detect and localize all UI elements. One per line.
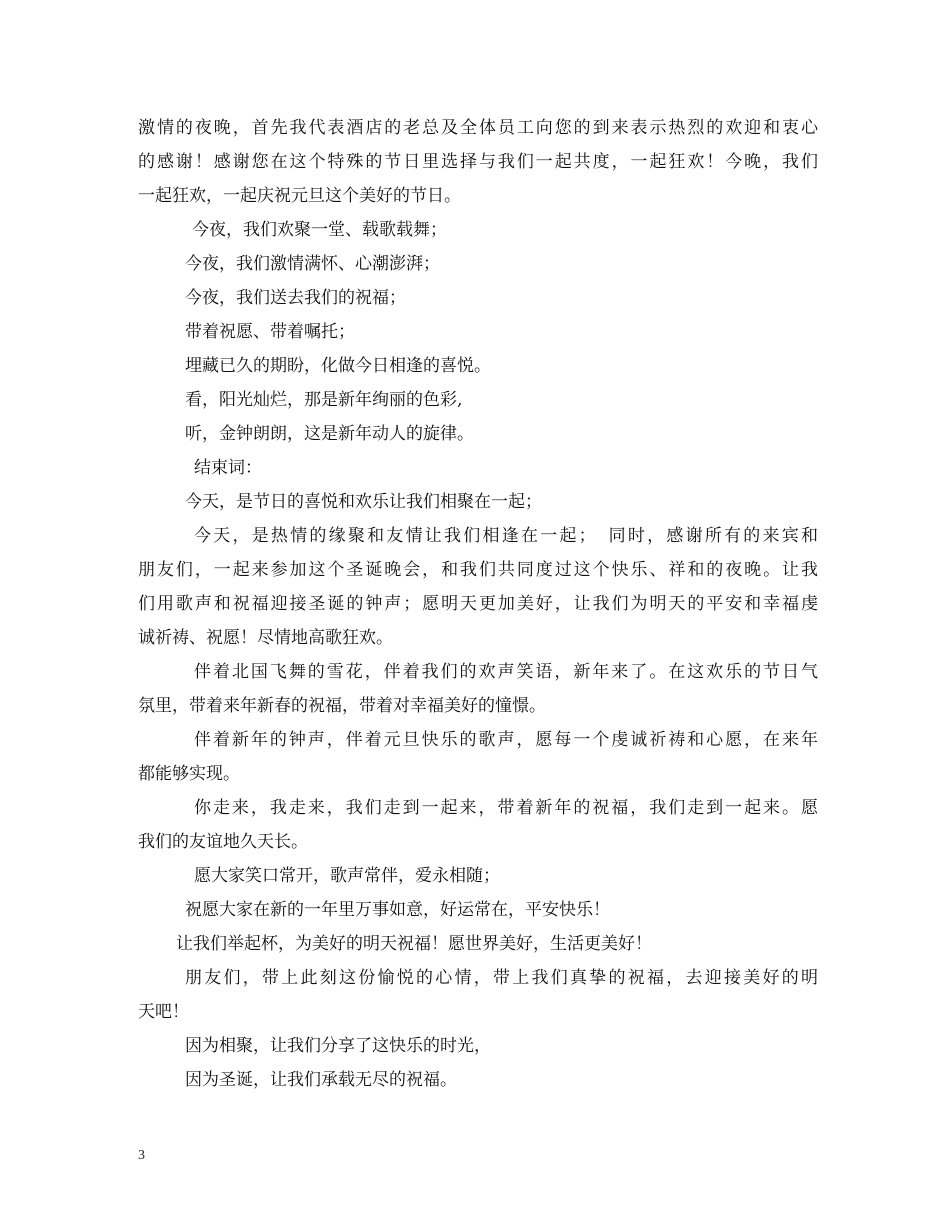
text-line: 都能够实现。: [138, 764, 240, 784]
text-line: 朋友们，一起来参加这个圣诞晚会，和我们共同度过这个快乐、祥和的夜晚。让我: [138, 560, 818, 580]
text-line: 的感谢！感谢您在这个特殊的节日里选择与我们一起共度，一起狂欢！今晚，我们: [138, 152, 818, 172]
text-line: 看，阳光灿烂，那是新年绚丽的色彩,: [185, 390, 463, 410]
text-line: 今夜，我们送去我们的祝福；: [185, 288, 406, 308]
text-line: 今夜，我们激情满怀、心潮澎湃；: [185, 254, 440, 274]
text-line: 我们的友谊地久天长。: [138, 832, 308, 852]
text-line: 朋友们，带上此刻这份愉悦的心情，带上我们真挚的祝福，去迎接美好的明: [185, 968, 818, 988]
text-line: 天吧！: [138, 1002, 189, 1022]
text-line: 伴着北国飞舞的雪花，伴着我们的欢声笑语，新年来了。在这欢乐的节日气: [194, 662, 818, 682]
text-line: 因为圣诞，让我们承载无尽的祝福。: [185, 1070, 457, 1090]
text-line: 一起狂欢，一起庆祝元旦这个美好的节日。: [138, 186, 461, 206]
text-line: 因为相聚，让我们分享了这快乐的时光，: [185, 1036, 491, 1056]
text-line: 今天，是热情的缘聚和友情让我们相逢在一起； 同时，感谢所有的来宾和: [194, 526, 818, 546]
text-line: 结束词：: [194, 458, 262, 478]
text-line: 带着祝愿、带着嘱托；: [185, 322, 355, 342]
text-line: 听，金钟朗朗，这是新年动人的旋律。: [185, 424, 474, 444]
text-line: 今夜，我们欢聚一堂、载歌载舞；: [192, 220, 447, 240]
text-line: 今天，是节日的喜悦和欢乐让我们相聚在一起；: [185, 492, 542, 512]
text-line: 让我们举起杯，为美好的明天祝福！愿世界美好，生活更美好！: [176, 934, 652, 954]
body-text: [138, 111, 818, 1097]
text-line: 伴着新年的钟声，伴着元旦快乐的歌声，愿每一个虔诚祈祷和心愿，在来年: [194, 730, 818, 750]
text-line: 氛里，带着来年新春的祝福，带着对幸福美好的憧憬。: [138, 696, 546, 716]
text-line: 诚祈祷、祝愿！尽情地高歌狂欢。: [138, 628, 393, 648]
text-line: 们用歌声和祝福迎接圣诞的钟声；愿明天更加美好，让我们为明天的平安和幸福虔: [138, 594, 818, 614]
text-line: 激情的夜晚，首先我代表酒店的老总及全体员工向您的到来表示热烈的欢迎和衷心: [138, 118, 818, 138]
text-line: 你走来，我走来，我们走到一起来，带着新年的祝福，我们走到一起来。愿: [194, 798, 818, 818]
text-line: 愿大家笑口常开，歌声常伴，爱永相随；: [194, 866, 500, 886]
text-line: 埋藏已久的期盼，化做今日相逢的喜悦。: [185, 356, 491, 376]
text-line: 祝愿大家在新的一年里万事如意，好运常在，平安快乐！: [185, 900, 610, 920]
page-number: 3: [138, 1148, 145, 1163]
